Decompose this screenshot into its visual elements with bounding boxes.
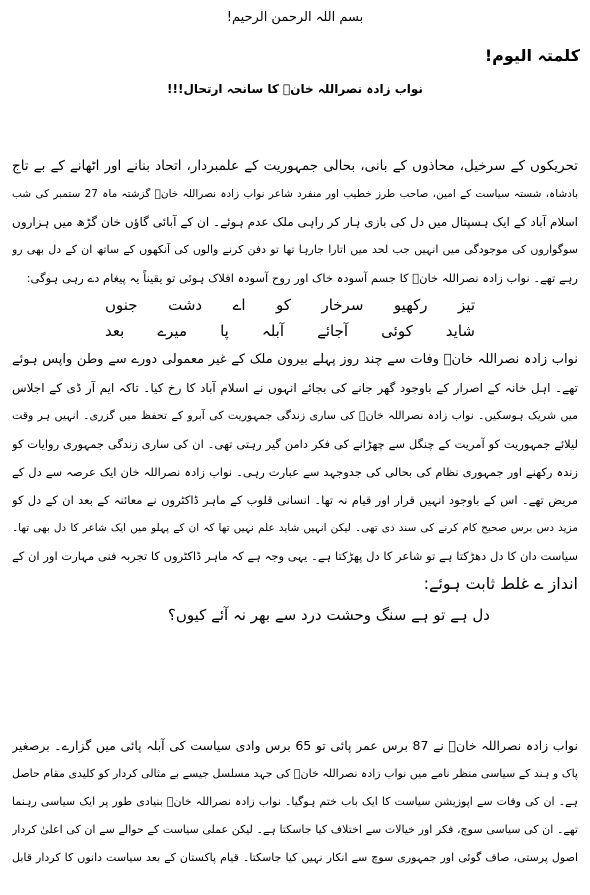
text-line: رہے تھے۔ نواب زادہ نصراللہ خانؒ کا جسم آسودہ خاک اور روح آسودہ افلاک ہوئی تو یقیناً یہ پیغام دے رہی ہوگی: xyxy=(26,271,578,285)
paragraph-3 xyxy=(12,732,578,872)
text-line: ہے۔ ان کی وفات سے اپوزیشن سیاست کا ایک باب ختم ہوگیا۔ نواب زادہ نصراللہ خانؒ بنیادی طور پر ایک سیاسی رہنما xyxy=(12,795,578,808)
text-line: اصول پرستی، صاف گوئی اور جمہوری سوچ سے انکار نہیں کیا جاسکتا۔ قیام پاکستان کے بعد سیاست دانوں کا کردار قابل xyxy=(12,851,578,864)
bismillah-heading: بسم اللہ الرحمن الرحیم! xyxy=(226,10,364,25)
paragraph-2 xyxy=(12,346,578,598)
verse-couplet-1 xyxy=(105,292,475,344)
text-line: نواب زادہ نصراللہ خانؒ نے 87 برس عمر پائی تو 65 برس وادی سیاست کی آبلہ پائی میں گزارے۔ برصغیر xyxy=(12,738,578,753)
text-line: سوگواروں کی موجودگی میں انہیں جب لحد میں اتارا جارہا تھا تو دفن کرنے والوں کی آنکھوں کے ساتھ ان کے دل بھی رو xyxy=(12,243,578,256)
text-line: تھے۔ ان کی سیاسی سوچ، فکر اور خیالات سے اختلاف کیا جاسکتا ہے۔ لیکن عملی سیاست کے حوالے سے ان کی اعلیٰ کردار xyxy=(12,823,578,836)
article-headline: نواب زادہ نصراللہ خانؒ کا سانحہ ارتحال!!! xyxy=(167,82,423,96)
text-line: تھے۔ اہل خانہ کے اصرار کے باوجود گھر جانے کی بجائے انہوں نے اسلام آباد کا رخ کیا۔ تاکہ ایم آر ڈی کے اجلاس xyxy=(12,381,578,395)
verse-line: دل ہے تو ہے سنگ وحشت درد سے بھر نہ آئے کیوں؟ xyxy=(167,606,490,624)
verse-line: شاید کوئی آجائے آبلہ پا میرے بعد xyxy=(105,322,475,340)
column-label: کلمتہ الیوم! xyxy=(484,46,580,65)
text-line: انداز ے غلط ثابت ہوئے: xyxy=(423,574,578,593)
verse-line: تیز رکھیو سرخار کو اے دشت جنوں xyxy=(105,296,475,314)
text-line: تحریکوں کے سرخیل، محاذوں کے بانی، بحالی جمہوریت کے علمبردار، اتحاد بنانے اور اٹھانے کے بے تاج xyxy=(12,158,578,174)
text-line: نواب زادہ نصراللہ خانؒ وفات سے چند روز پہلے بیرون ملک کے غیر معمولی دورے سے وطن واپس ہوئے xyxy=(12,352,578,367)
text-line: مریض تھے۔ اس کے باوجود انہیں قرار اور قیام نہ تھا۔ انسانی قلوب کے ماہر ڈاکٹروں نے معائنہ کے بعد ان کے دل کو xyxy=(12,493,578,507)
text-line: زندہ رکھنے اور جمہوری نظام کی بحالی کی جدوجہد سے عبارت رہی۔ نواب زادہ نصراللہ خان ایک عرصہ سے دل کے xyxy=(12,465,578,479)
text-line: مزید دس برس صحیح کام کرنے کی سند دی تھی۔ لیکن انہیں شاید علم نہیں تھا کہ ان کے پہلو میں ایک شاعر کا دل بھی تھا۔ xyxy=(12,522,578,534)
text-line: اسلام آباد کے ایک ہسپتال میں دل کی بازی ہار کر راہی ملک عدم ہوئے۔ ان کے آبائی گاؤں خان گڑھ میں ہزاروں xyxy=(12,215,578,229)
text-line: پاک و ہند کے سیاسی منظر نامے میں نواب زادہ نصراللہ خانؒ کی جہد مسلسل جیسے بے مثالی کردار کو کلیدی مقام حاصل xyxy=(12,767,578,780)
text-line: میں شریک ہوسکیں۔ نواب زادہ نصراللہ خانؒ کی ساری زندگی جمہوریت کی آبرو کے تحفظ میں گزری۔ انہیں ہر وقت xyxy=(12,409,578,422)
paragraph-1 xyxy=(12,152,578,292)
text-line: بادشاہ، شستہ سیاست کے امین، صاحب طرز خطیب اور منفرد شاعر نواب زادہ نصراللہ خانؒ گزشتہ ماہ 27 ستمبر کی شب xyxy=(12,188,578,200)
text-line: لیلائے جمہوریت کو آمریت کے چنگل سے چھڑانے کی فکر دامن گیر رہتی تھی۔ ان کی ساری زندگی جمہوری روایات کو xyxy=(12,437,578,451)
text-line: سیاست دان کا دل دھڑکتا ہے تو شاعر کا دل پھڑکتا ہے۔ یہی وجہ ہے کہ ماہر ڈاکٹروں کا تجربہ فنی مہارت اور ان کے xyxy=(12,549,578,563)
verse-line-2 xyxy=(110,602,490,628)
